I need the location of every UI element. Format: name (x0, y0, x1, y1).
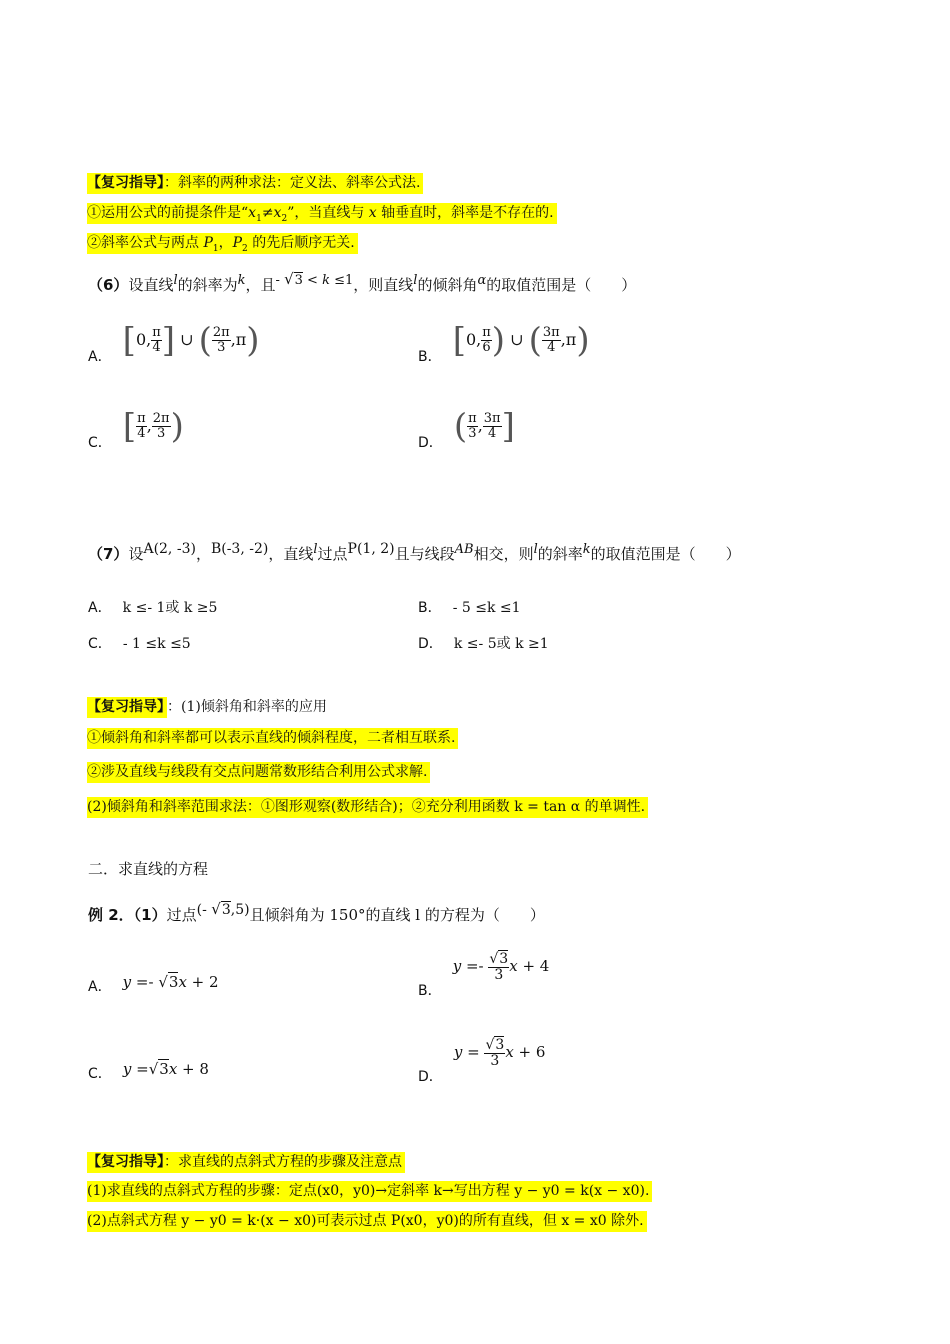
q7-number: （7） (88, 545, 129, 563)
q6-option-c-math: [ $\frac{\pi}{4}$ , $\frac{2\pi}{3}$ ) (122, 406, 184, 446)
guide3-title: 【复习指导】 (87, 1154, 164, 1170)
guide2-line3: (2)倾斜角和斜率范围求法：①图形观察(数形结合)；②充分利用函数 k = tan α 的单调性. (87, 796, 648, 816)
section2-title: 二．求直线的方程 (88, 860, 209, 878)
q7-option-a[interactable]: A． k ≤- 1或 k ≥5 (88, 600, 218, 616)
ex2-stem: 例 2．（1）过点$^{(- √3,5)}$且倾斜角为 150°的直线 l 的方程为（ ） (88, 900, 545, 924)
guide2-title: 【复习指导】 (87, 699, 164, 715)
ex2-stem-b: 且倾斜角为 150°的直线 l 的方程为（ ） (249, 906, 545, 924)
q6-option-d[interactable]: D． ( $\frac{\pi}{3}$ , $\frac{3\pi}{4}$ ] (418, 406, 515, 451)
q7-stem: （7）设$^{A(2, -3)}$，$^{B(-3, -2)}$，直线$^l$过点$^{P(1, 2)}$且与线段$^{AB}$相交，则$^l$的斜率$^k$的取值范围是（ ） (88, 541, 741, 563)
q6-option-c[interactable]: C． [ $\frac{\pi}{4}$ , $\frac{2\pi}{3}$ ) (88, 406, 184, 451)
q7-point-b: B(-3, -2) (210, 541, 269, 557)
q7-point-p: P(1, 2) (347, 541, 395, 557)
ex2-option-c[interactable]: C． y =√3x + 8 (88, 1060, 209, 1082)
ex2-option-d-math: y = $\frac{√3}{3}$ x + 6 (453, 1037, 546, 1069)
guide2-line2: ②涉及直线与线段有交点问题常数形结合利用公式求解. (87, 761, 430, 781)
ex2-option-a[interactable]: A． y =- √3x + 2 (88, 973, 219, 995)
ex2-option-b[interactable]: B． y =- $\frac{√3}{3}$ x + 4 (418, 951, 550, 1000)
guide1-title-row: 【复习指导】：斜率的两种求法：定义法、斜率公式法. (87, 172, 423, 192)
q6-condition: - √3 < k ≤1 (275, 270, 354, 288)
q6-option-a[interactable]: A． [0, $\frac{\pi}{4}$ ] ∪ ( $\frac{2\pi}{3}$ ,π) (88, 320, 260, 365)
ex2-point: (- √3,5) (196, 900, 250, 918)
guide1-title: 【复习指导】 (87, 175, 164, 191)
guide3-title-row: 【复习指导】：求直线的点斜式方程的步骤及注意点 (87, 1151, 405, 1171)
guide3-text: 求直线的点斜式方程的步骤及注意点 (178, 1154, 402, 1170)
guide3-line2: (2)点斜式方程 y − y0 = k·(x − x0)可表示过点 P(x0，y0)的所有直线，但 x = x0 除外. (87, 1210, 647, 1230)
q6-option-b[interactable]: B． [0, $\frac{\pi}{6}$ ) ∪ ( $\frac{3\pi}{4}$ ,π) (418, 320, 590, 365)
ex2-label: 例 2． (88, 906, 134, 924)
q6-option-b-math: [0, $\frac{\pi}{6}$ ) ∪ ( $\frac{3\pi}{4}$ ,π) (452, 320, 590, 360)
q6-option-d-math: ( $\frac{\pi}{3}$ , $\frac{3\pi}{4}$ ] (453, 406, 515, 446)
guide1-text: 斜率的两种求法：定义法、斜率公式法. (178, 175, 421, 191)
q7-option-a-text: k ≤- 1或 k ≥5 (122, 600, 218, 616)
guide2-line1: ①倾斜角和斜率都可以表示直线的倾斜程度，二者相互联系. (87, 727, 458, 747)
guide1-line1: ①运用公式的前提条件是“$x_1\ne x_2$”，当直线与 x 轴垂直时，斜率是不存在的. (87, 202, 557, 224)
ex2-option-a-math: y =- √3x + 2 (122, 973, 219, 991)
ex2-option-b-math: y =- $\frac{√3}{3}$ x + 4 (452, 951, 550, 983)
q7-option-c[interactable]: C． - 1 ≤k ≤5 (88, 636, 191, 652)
ex2-option-d[interactable]: D． y = $\frac{√3}{3}$ x + 6 (418, 1037, 546, 1086)
guide2-text: (1)倾斜角和斜率的应用 (181, 699, 327, 715)
guide1-line2: ②斜率公式与两点 $P_1$，$P_2$ 的先后顺序无关. (87, 232, 358, 254)
q6-stem: （6）设直线$^l$的斜率为$^k$，且$^{- √3 < k \le 1}$，则直线$^l$的倾斜角$^\alpha$的取值范围是（ ） (88, 270, 637, 294)
q7-option-d-text: k ≤- 5或 k ≥1 (453, 636, 549, 652)
q7-point-a: A(2, -3) (143, 541, 196, 557)
guide2-title-row: 【复习指导】 ：(1)倾斜角和斜率的应用 (87, 696, 327, 716)
q6-number: （6） (88, 276, 129, 294)
ex2-option-c-math: y =√3x + 8 (122, 1060, 209, 1078)
guide3-line1: (1)求直线的点斜式方程的步骤：定点(x0，y0)→定斜率 k→写出方程 y − y0 = k(x − x0). (87, 1180, 652, 1200)
q7-option-b[interactable]: B． - 5 ≤k ≤1 (418, 600, 521, 616)
q7-option-d[interactable]: D． k ≤- 5或 k ≥1 (418, 636, 549, 652)
q7-option-c-text: - 1 ≤k ≤5 (122, 636, 191, 652)
q7-option-b-text: - 5 ≤k ≤1 (452, 600, 521, 616)
q6-option-a-math: [0, $\frac{\pi}{4}$ ] ∪ ( $\frac{2\pi}{3}$ ,π) (122, 320, 260, 360)
